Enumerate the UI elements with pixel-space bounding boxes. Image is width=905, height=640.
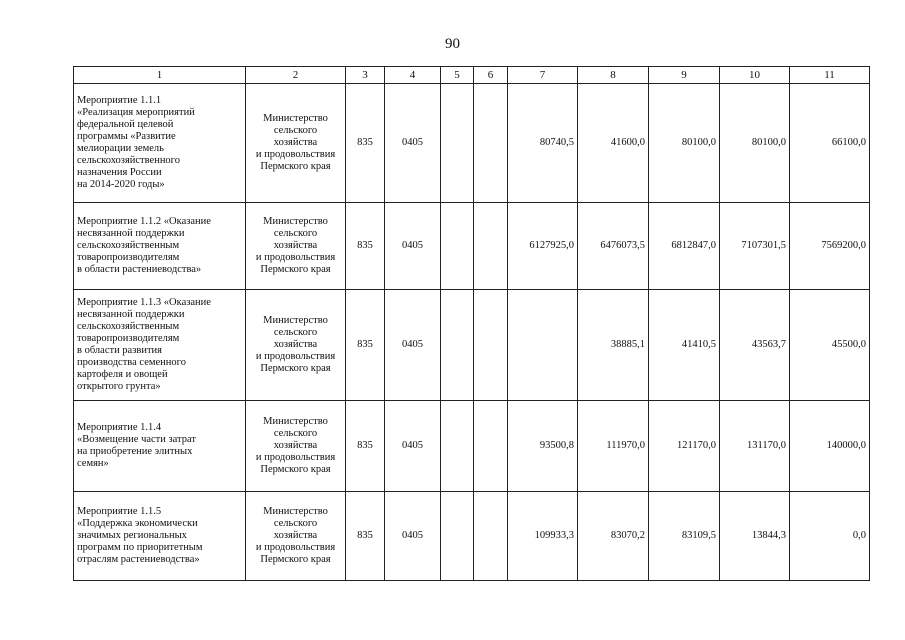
value-cell-7: 80740,5 <box>508 84 578 203</box>
header-cell-11: 11 <box>790 67 870 84</box>
header-cell-1: 1 <box>74 67 246 84</box>
ministry-cell: Министерство сельского хозяйства и продовольствия Пермского края <box>246 84 346 203</box>
measure-name-cell: Мероприятие 1.1.4 «Возмещение части затрат на приобретение элитных семян» <box>74 401 246 492</box>
header-cell-5: 5 <box>441 67 474 84</box>
value-cell-10: 13844,3 <box>720 492 790 581</box>
ministry-cell: Министерство сельского хозяйства и продовольствия Пермского края <box>246 290 346 401</box>
code-cell-3: 835 <box>346 84 385 203</box>
value-cell-9: 41410,5 <box>649 290 720 401</box>
value-cell-10: 131170,0 <box>720 401 790 492</box>
table-row <box>74 492 870 581</box>
ministry-cell: Министерство сельского хозяйства и продовольствия Пермского края <box>246 401 346 492</box>
code-cell-4: 0405 <box>385 290 441 401</box>
code-cell-5 <box>441 290 474 401</box>
header-cell-7: 7 <box>508 67 578 84</box>
value-cell-9: 6812847,0 <box>649 203 720 290</box>
table-row <box>74 290 870 401</box>
header-cell-3: 3 <box>346 67 385 84</box>
ministry-cell: Министерство сельского хозяйства и продовольствия Пермского края <box>246 203 346 290</box>
code-cell-6 <box>474 290 508 401</box>
value-cell-8: 83070,2 <box>578 492 649 581</box>
header-cell-6: 6 <box>474 67 508 84</box>
value-cell-7: 109933,3 <box>508 492 578 581</box>
value-cell-9: 80100,0 <box>649 84 720 203</box>
code-cell-3: 835 <box>346 401 385 492</box>
ministry-cell: Министерство сельского хозяйства и продовольствия Пермского края <box>246 492 346 581</box>
value-cell-10: 7107301,5 <box>720 203 790 290</box>
page-number: 90 <box>445 36 460 52</box>
value-cell-7 <box>508 290 578 401</box>
header-row <box>74 67 870 84</box>
code-cell-6 <box>474 84 508 203</box>
header-cell-2: 2 <box>246 67 346 84</box>
code-cell-6 <box>474 492 508 581</box>
code-cell-5 <box>441 84 474 203</box>
code-cell-4: 0405 <box>385 203 441 290</box>
table-row <box>74 203 870 290</box>
value-cell-9: 83109,5 <box>649 492 720 581</box>
value-cell-8: 41600,0 <box>578 84 649 203</box>
value-cell-11: 45500,0 <box>790 290 870 401</box>
measure-name-cell: Мероприятие 1.1.5 «Поддержка экономически значимых региональных программ по приоритетным отраслям растениеводства» <box>74 492 246 581</box>
value-cell-10: 80100,0 <box>720 84 790 203</box>
code-cell-4: 0405 <box>385 401 441 492</box>
measure-name-cell: Мероприятие 1.1.1 «Реализация мероприятий федеральной целевой программы «Развитие мелиорации земель сельскохозяйственного назначения России на 2014-2020 годы» <box>74 84 246 203</box>
table-row <box>74 401 870 492</box>
code-cell-4: 0405 <box>385 84 441 203</box>
code-cell-6 <box>474 203 508 290</box>
table-row <box>74 84 870 203</box>
code-cell-4: 0405 <box>385 492 441 581</box>
value-cell-8: 111970,0 <box>578 401 649 492</box>
budget-table <box>73 66 870 581</box>
value-cell-11: 7569200,0 <box>790 203 870 290</box>
measure-name-cell: Мероприятие 1.1.2 «Оказание несвязанной поддержки сельскохозяйственным товаропроизводителям в области растениеводства» <box>74 203 246 290</box>
value-cell-8: 6476073,5 <box>578 203 649 290</box>
value-cell-8: 38885,1 <box>578 290 649 401</box>
value-cell-7: 6127925,0 <box>508 203 578 290</box>
code-cell-3: 835 <box>346 290 385 401</box>
value-cell-7: 93500,8 <box>508 401 578 492</box>
code-cell-3: 835 <box>346 203 385 290</box>
code-cell-5 <box>441 401 474 492</box>
value-cell-9: 121170,0 <box>649 401 720 492</box>
header-cell-10: 10 <box>720 67 790 84</box>
value-cell-11: 0,0 <box>790 492 870 581</box>
code-cell-5 <box>441 203 474 290</box>
code-cell-5 <box>441 492 474 581</box>
header-cell-9: 9 <box>649 67 720 84</box>
value-cell-10: 43563,7 <box>720 290 790 401</box>
code-cell-6 <box>474 401 508 492</box>
value-cell-11: 66100,0 <box>790 84 870 203</box>
code-cell-3: 835 <box>346 492 385 581</box>
header-cell-8: 8 <box>578 67 649 84</box>
header-cell-4: 4 <box>385 67 441 84</box>
value-cell-11: 140000,0 <box>790 401 870 492</box>
measure-name-cell: Мероприятие 1.1.3 «Оказание несвязанной поддержки сельскохозяйственным товаропроизводителям в области развития производства семенного картофеля и овощей открытого грунта» <box>74 290 246 401</box>
